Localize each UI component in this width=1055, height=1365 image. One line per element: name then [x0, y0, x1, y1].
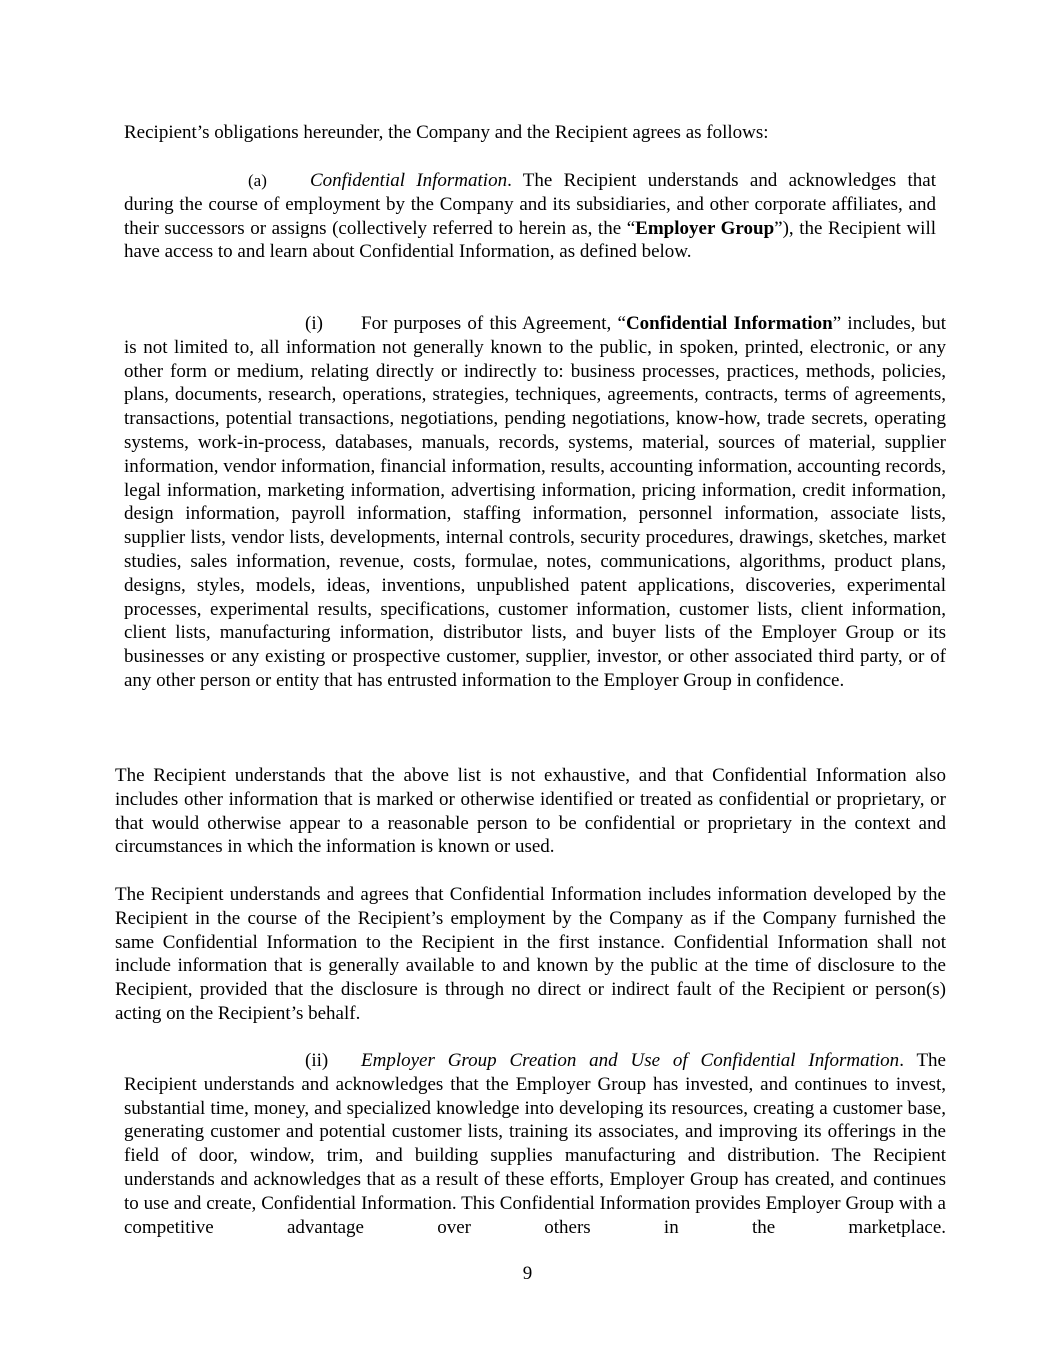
section-a-heading: Confidential Information	[310, 170, 508, 191]
page-number: 9	[522, 1263, 533, 1284]
item-ii-label: (ii)	[305, 1050, 329, 1071]
section-a-paragraph	[124, 169, 936, 264]
intro-paragraph: Recipient’s obligations hereunder, the Company and the Recipient agrees as follows:	[124, 122, 769, 143]
item-ii-heading: Employer Group Creation and Use of Confidential Information	[361, 1050, 900, 1071]
item-ii-text: . The Recipient understands and acknowledges that the Employer Group has invested, and continues to invest, substantial time, money, and specialized knowledge into developing its resources, creating a customer base, generating customer and potential customer lists, training its associates, and improving its offerings in the field of door, window, trim, and building supplies manufacturing and distribution. The Recipient understands and acknowledges that as a result of these efforts, Employer Group has created, and continues to use and create, Confidential Information. This Confidential Information provides Employer Group with a competitive advantage over others in the marketplace.	[124, 1050, 946, 1238]
section-a-text-2: ”), the Recipient will have access to and learn about Confidential Information, as defined below.	[124, 217, 936, 263]
paragraph-3: The Recipient understands and agrees that Confidential Information includes information developed by the Recipient in the course of the Recipient’s employment by the Company as if the Company furnished the same Confidential Information to the Recipient in the first instance. Confidential Information shall not include information that is generally available to and known by the public at the time of disclosure to the Recipient, provided that the disclosure is through no direct or indirect fault of the Recipient or person(s) acting on the Recipient’s behalf.	[115, 884, 946, 1024]
section-a-text-1: . The Recipient understands and acknowledges that during the course of employment by the Company and its subsidiaries, and other corporate affiliates, and their successors or assigns (collectively referred to herein as, the “	[124, 170, 936, 239]
item-i-label: (i)	[305, 313, 323, 334]
item-ii-paragraph	[124, 1049, 946, 1239]
paragraph-2: The Recipient understands that the above list is not exhaustive, and that Confidential Information also includes other information that is marked or otherwise identified or treated as confidential or proprietary, or that would otherwise appear to a reasonable person to be confidential or proprietary in the context and circumstances in which the information is known or used.	[115, 765, 946, 858]
item-i-paragraph	[124, 312, 946, 693]
section-a-label: (a)	[248, 171, 267, 190]
item-i-text-2: ” includes, but is not limited to, all information not generally known to the public, in spoken, printed, electronic, or any other form or medium, relating directly or indirectly to: business processes, practices, methods, policies, plans, documents, research, operations, strategies, techniques, agreements, contracts, terms of agreements, transactions, potential transactions, negotiations, pending negotiations, know-how, trade secrets, operating systems, work-in-process, databases, manuals, records, systems, material, sources of material, supplier information, vendor information, financial information, results, accounting information, accounting records, legal information, marketing information, advertising information, pricing information, credit information, design information, payroll information, staffing information, personnel information, associate lists, supplier lists, vendor lists, developments, internal controls, security procedures, drawings, sketches, market studies, sales information, revenue, costs, formulae, notes, communications, algorithms, product plans, designs, styles, models, ideas, inventions, unpublished patent applications, discoveries, experimental processes, experimental results, specifications, customer information, customer lists, client information, client lists, manufacturing information, distributor lists, and buyer lists of the Employer Group or its businesses or any existing or prospective customer, supplier, investor, or other associated third party, or of any other person or entity that has entrusted information to the Employer Group in confidence.	[124, 313, 946, 691]
item-i-text-1: For purposes of this Agreement, “	[361, 313, 626, 334]
employer-group-term: Employer Group	[635, 217, 775, 239]
confidential-information-term: Confidential Information	[625, 313, 833, 334]
